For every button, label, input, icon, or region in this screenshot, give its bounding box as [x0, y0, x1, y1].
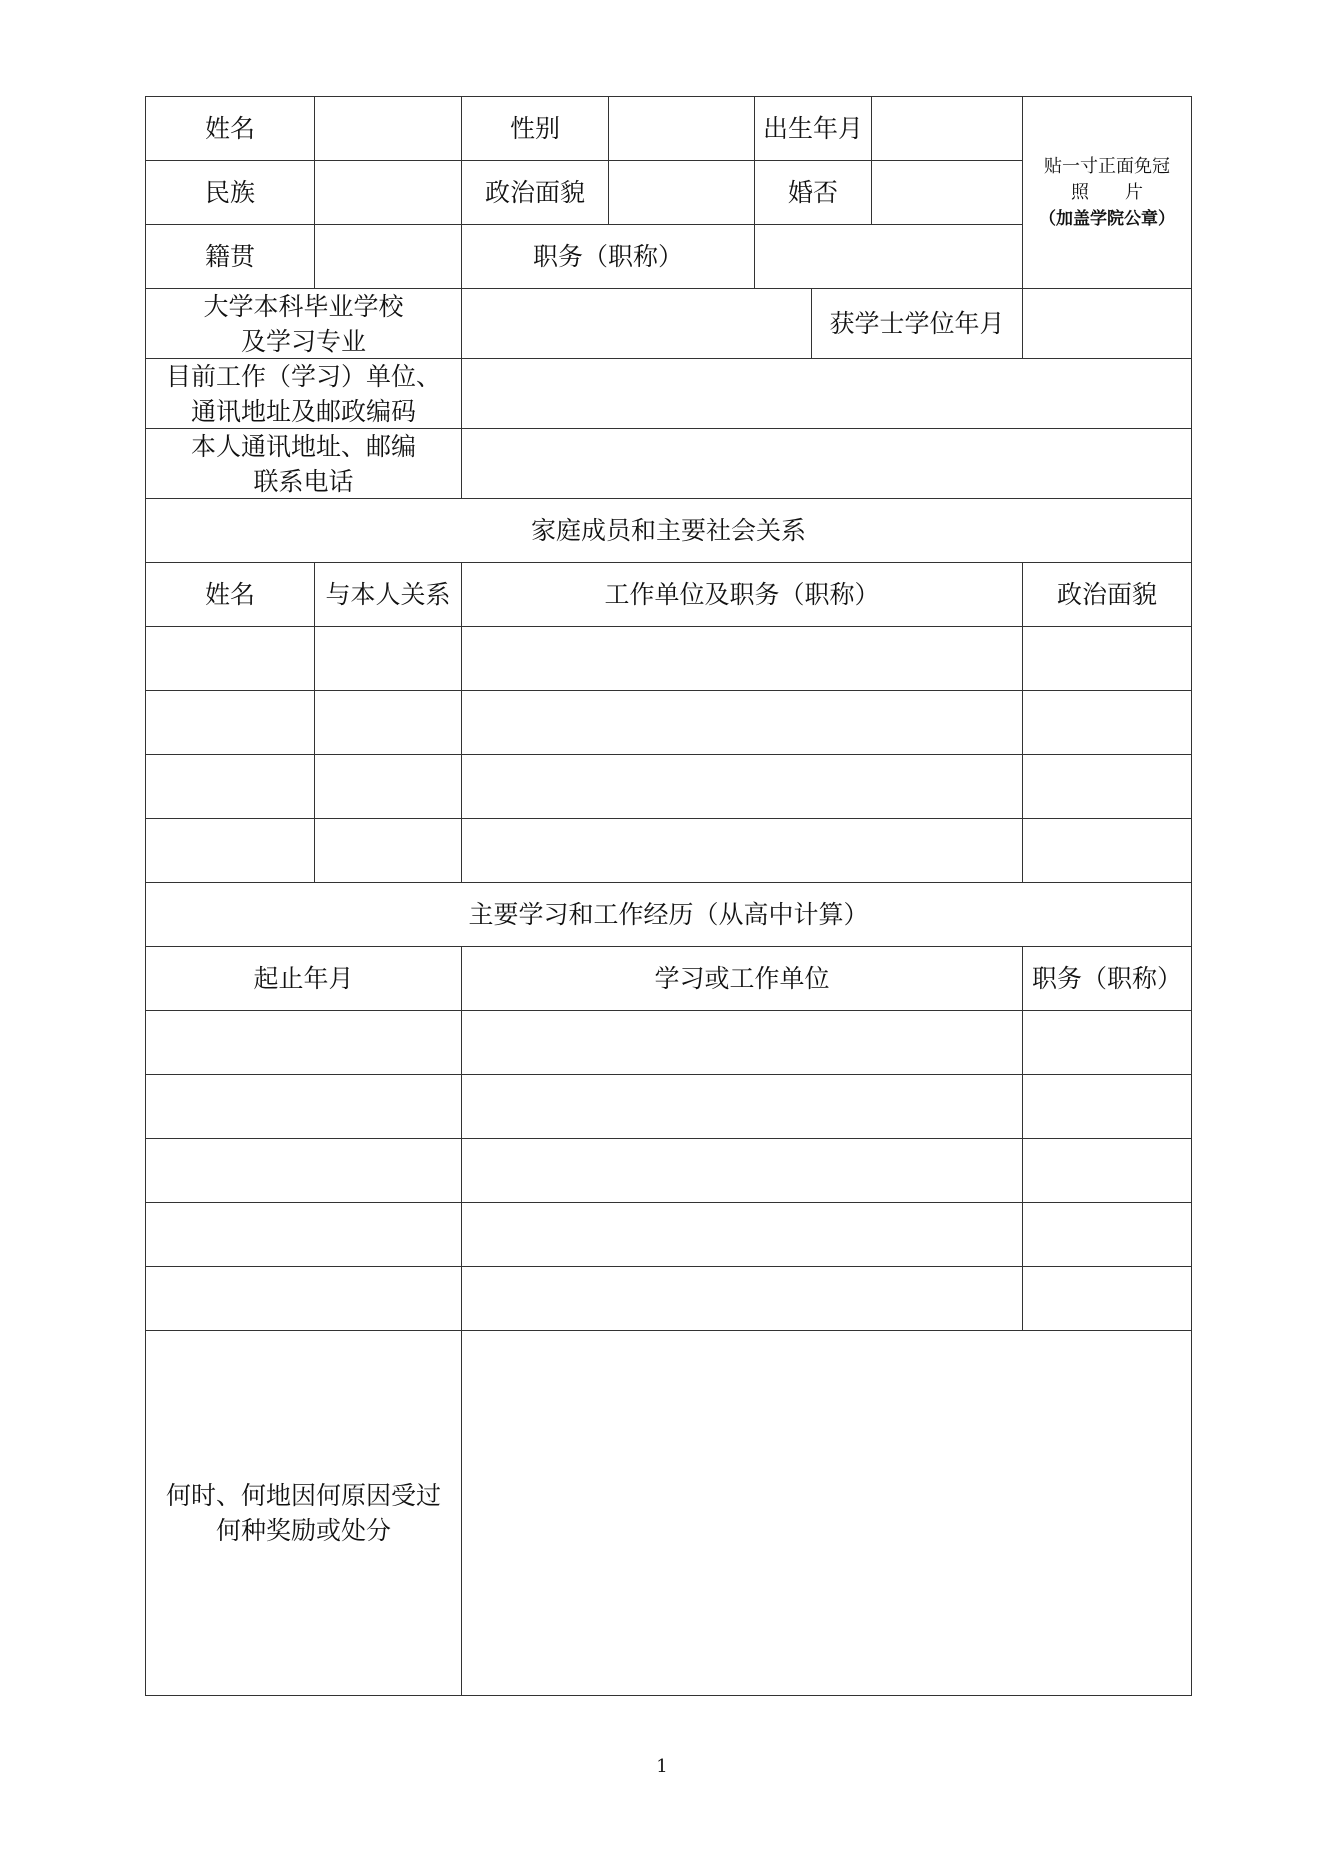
history-row-2-unit[interactable] [461, 1074, 1023, 1139]
work-unit-label [145, 358, 462, 429]
history-row-2-dates[interactable] [145, 1074, 462, 1139]
undergrad-school-field[interactable] [461, 288, 812, 359]
birth-date-field[interactable] [871, 96, 1023, 161]
ethnicity-field[interactable] [314, 160, 462, 225]
family-row-3-work[interactable] [461, 754, 1023, 819]
position-label: 职务（职称） [461, 224, 755, 289]
undergrad-school-label-line2: 及学习专业 [240, 326, 366, 356]
name-field[interactable] [314, 96, 462, 161]
personal-contact-label-line2: 联系电话 [253, 466, 354, 496]
history-row-3-dates[interactable] [145, 1138, 462, 1203]
history-row-2-position[interactable] [1022, 1074, 1192, 1139]
family-row-3-relation[interactable] [314, 754, 462, 819]
undergrad-school-label [145, 288, 462, 359]
family-row-3-name[interactable] [145, 754, 315, 819]
native-place-label: 籍贯 [145, 224, 315, 289]
history-row-5-dates[interactable] [145, 1266, 462, 1331]
application-form [145, 96, 1192, 1692]
seal-instruction: （加盖学院公章） [1039, 208, 1175, 229]
personal-contact-label-line1: 本人通讯地址、邮编 [190, 431, 416, 461]
name-label: 姓名 [145, 96, 315, 161]
history-row-3-position[interactable] [1022, 1138, 1192, 1203]
position-field[interactable] [754, 224, 1023, 289]
history-row-1-unit[interactable] [461, 1010, 1023, 1075]
family-row-2-work[interactable] [461, 690, 1023, 755]
family-header-relation: 与本人关系 [314, 562, 462, 627]
history-header-dates: 起止年月 [145, 946, 462, 1011]
history-row-1-position[interactable] [1022, 1010, 1192, 1075]
marital-status-label: 婚否 [754, 160, 872, 225]
family-row-2-political[interactable] [1022, 690, 1192, 755]
photo-instruction: 贴一寸正面免冠 [1044, 155, 1170, 177]
marital-status-field[interactable] [871, 160, 1023, 225]
political-status-field[interactable] [608, 160, 755, 225]
history-row-5-position[interactable] [1022, 1266, 1192, 1331]
family-row-3-political[interactable] [1022, 754, 1192, 819]
history-row-4-position[interactable] [1022, 1202, 1192, 1267]
personal-contact-field[interactable] [461, 428, 1192, 499]
degree-date-label: 获学士学位年月 [811, 288, 1023, 359]
family-row-2-relation[interactable] [314, 690, 462, 755]
family-row-1-relation[interactable] [314, 626, 462, 691]
awards-field[interactable] [461, 1330, 1192, 1696]
photo-label: 照 片 [1071, 181, 1143, 203]
awards-label [145, 1330, 462, 1696]
work-unit-field[interactable] [461, 358, 1192, 429]
history-row-4-unit[interactable] [461, 1202, 1023, 1267]
family-section-title: 家庭成员和主要社会关系 [145, 498, 1192, 563]
ethnicity-label: 民族 [145, 160, 315, 225]
history-row-3-unit[interactable] [461, 1138, 1023, 1203]
page-number: 1 [656, 1756, 668, 1777]
family-header-political: 政治面貌 [1022, 562, 1192, 627]
history-row-5-unit[interactable] [461, 1266, 1023, 1331]
history-row-4-dates[interactable] [145, 1202, 462, 1267]
work-unit-label-line1: 目前工作（学习）单位、 [165, 361, 441, 391]
birth-date-label: 出生年月 [754, 96, 872, 161]
undergrad-school-label-line1: 大学本科毕业学校 [203, 291, 404, 321]
family-row-1-political[interactable] [1022, 626, 1192, 691]
family-row-4-relation[interactable] [314, 818, 462, 883]
family-row-2-name[interactable] [145, 690, 315, 755]
history-section-title: 主要学习和工作经历（从高中计算） [145, 882, 1192, 947]
gender-label: 性别 [461, 96, 609, 161]
awards-label-line2: 何种奖励或处分 [215, 1516, 391, 1545]
family-row-1-name[interactable] [145, 626, 315, 691]
work-unit-label-line2: 通讯地址及邮政编码 [190, 396, 416, 426]
personal-contact-label [145, 428, 462, 499]
degree-date-field[interactable] [1022, 288, 1192, 359]
history-header-position: 职务（职称） [1022, 946, 1192, 1011]
photo-box[interactable] [1022, 96, 1192, 289]
family-header-work: 工作单位及职务（职称） [461, 562, 1023, 627]
history-row-1-dates[interactable] [145, 1010, 462, 1075]
family-header-name: 姓名 [145, 562, 315, 627]
history-header-unit: 学习或工作单位 [461, 946, 1023, 1011]
family-row-1-work[interactable] [461, 626, 1023, 691]
gender-field[interactable] [608, 96, 755, 161]
political-status-label: 政治面貌 [461, 160, 609, 225]
family-row-4-work[interactable] [461, 818, 1023, 883]
family-row-4-political[interactable] [1022, 818, 1192, 883]
family-row-4-name[interactable] [145, 818, 315, 883]
awards-label-line1: 何时、何地因何原因受过 [165, 1481, 441, 1510]
native-place-field[interactable] [314, 224, 462, 289]
